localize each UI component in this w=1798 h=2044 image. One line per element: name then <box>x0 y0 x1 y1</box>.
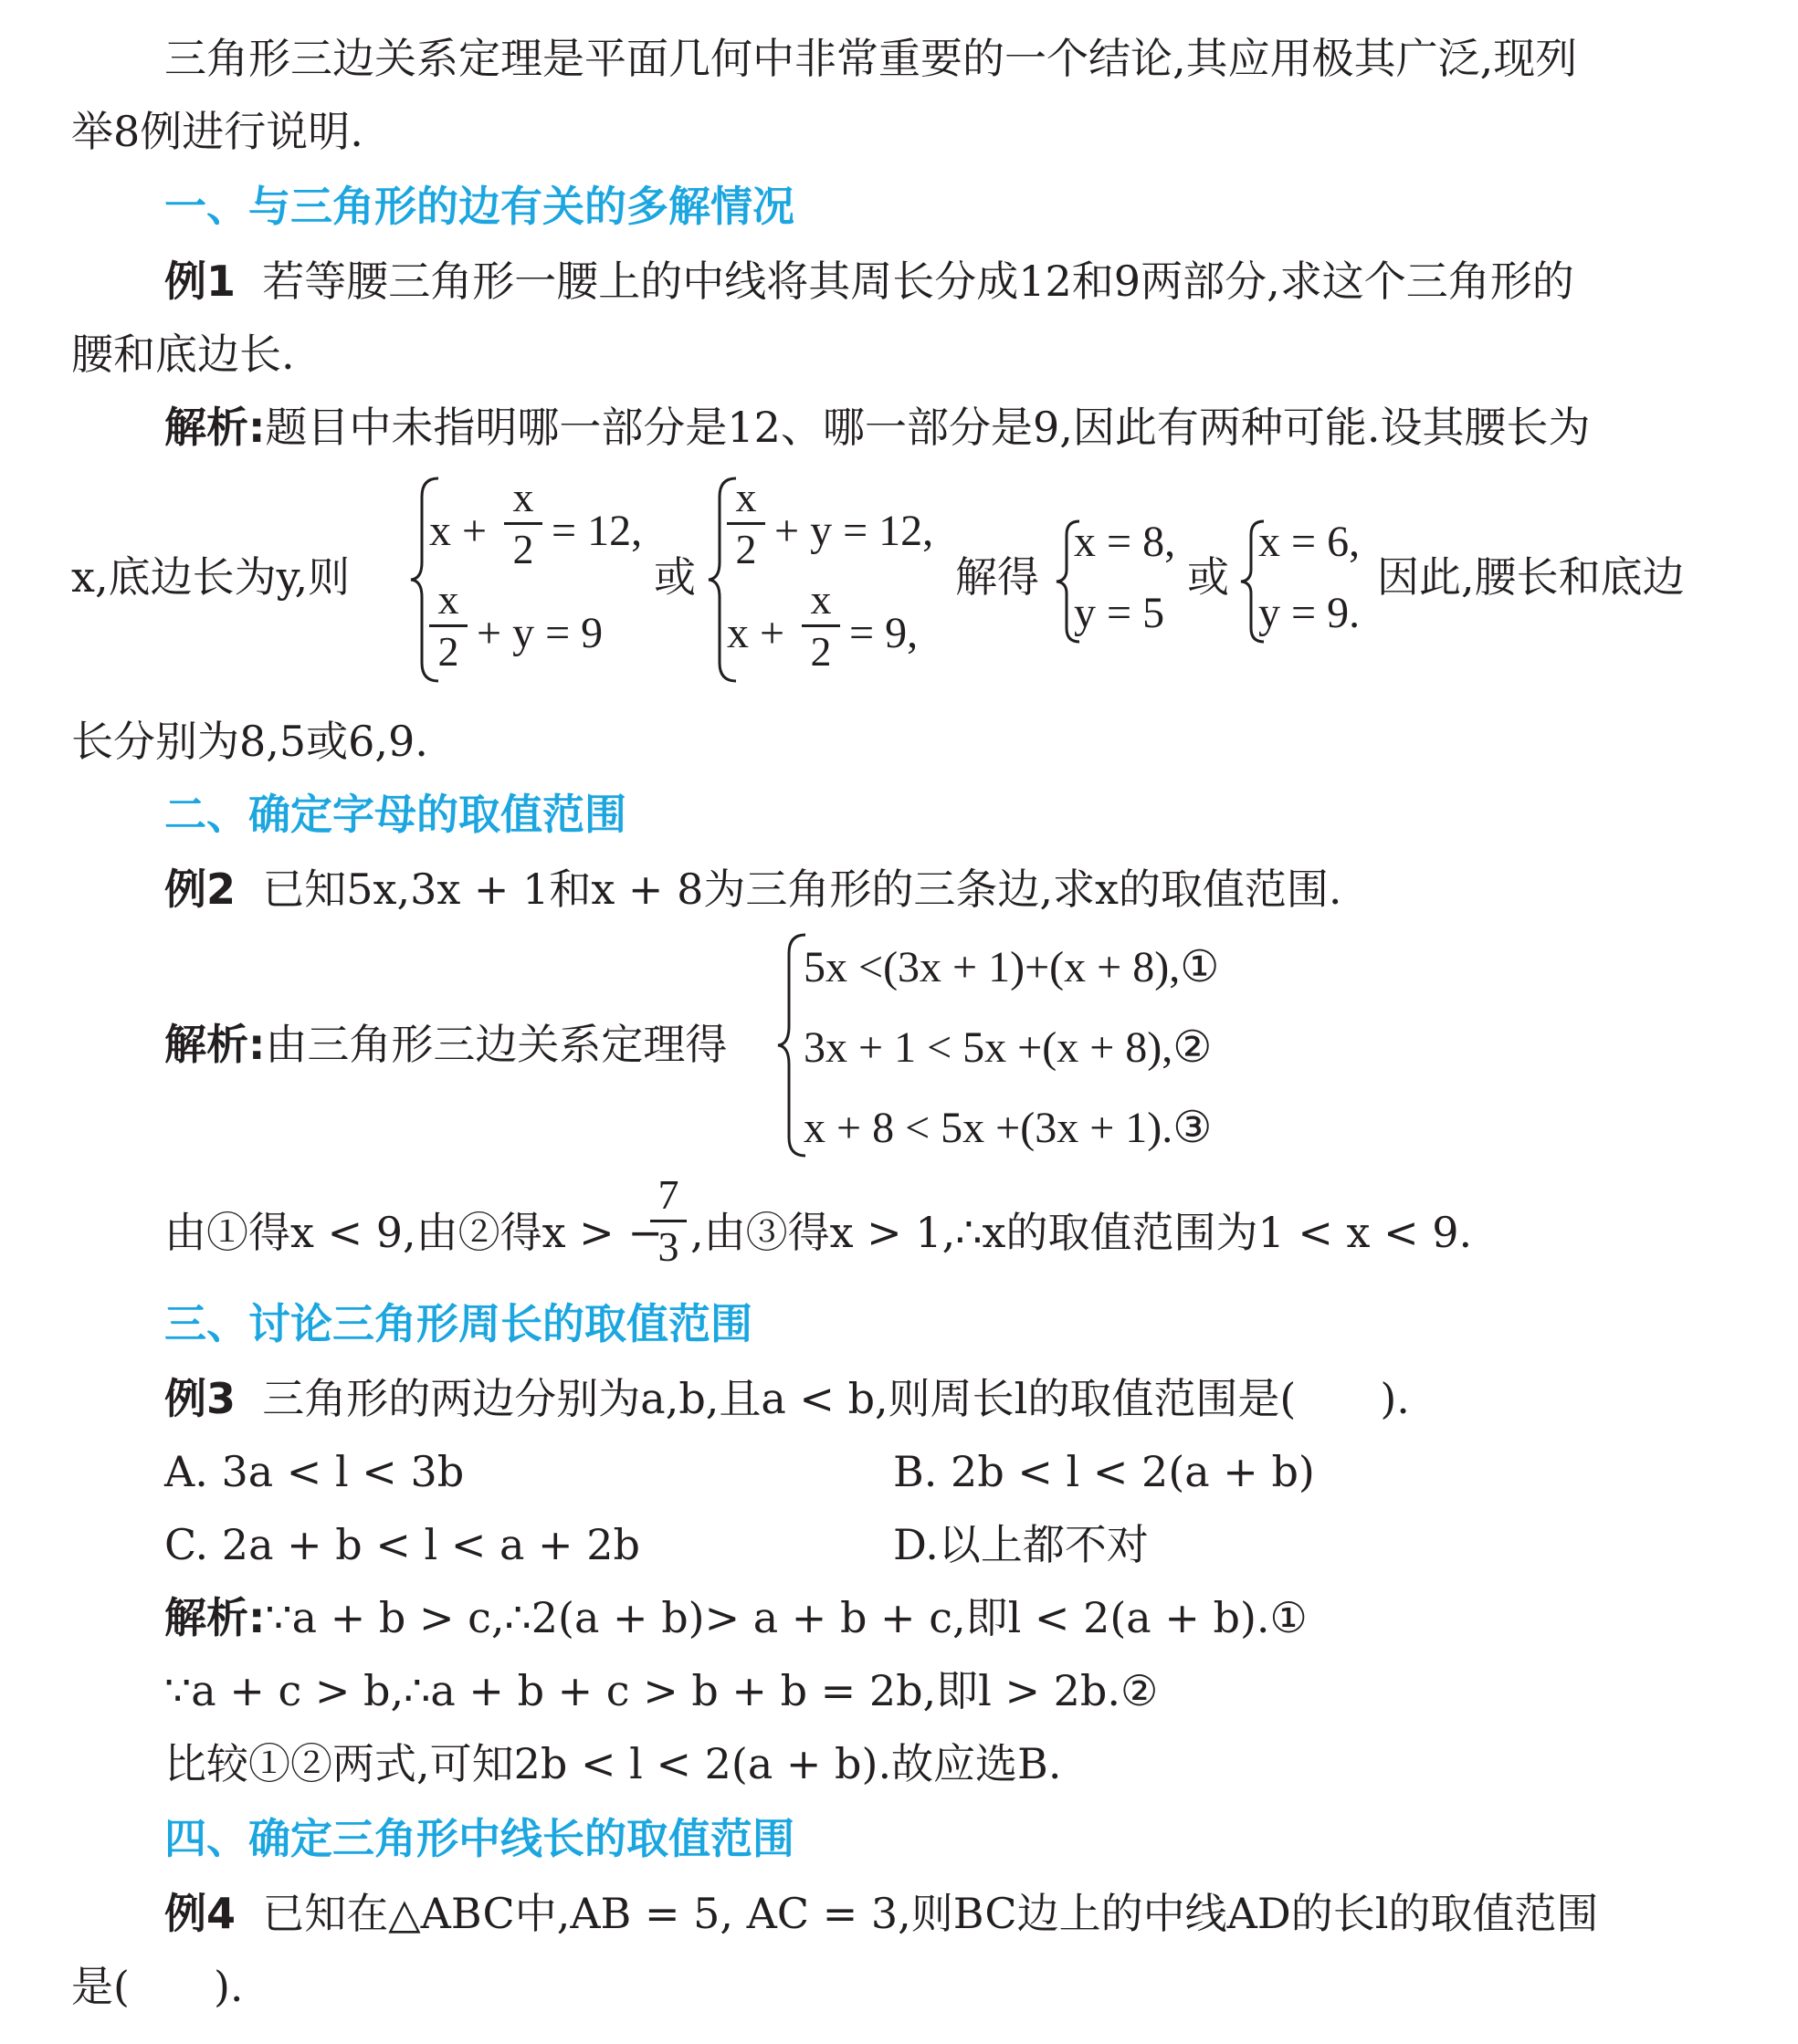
solution-1-tail: 因此,腰长和底边 <box>1377 552 1685 602</box>
or-2: 或 <box>1187 552 1229 602</box>
fraction-denominator: 3 <box>657 1223 679 1270</box>
example-3-text: 三角形的两边分别为a,b,且a < b,则周长l的取值范围是( ). <box>262 1374 1410 1423</box>
example-2-label: 例2 <box>164 865 237 914</box>
solution-1-last: 长分别为8,5或6,9. <box>71 717 428 766</box>
fraction-denominator: 2 <box>512 526 534 572</box>
section-2-heading: 二、确定字母的取值范围 <box>164 790 626 839</box>
fraction-numerator: x <box>810 576 832 623</box>
option-a: A. 3a < l < 3b <box>164 1447 465 1496</box>
option-c: C. 2a + b < l < a + 2b <box>164 1520 640 1569</box>
system-2-eq2-right: = 9, <box>849 609 919 657</box>
system-1-eq1-right: = 12, <box>552 507 643 555</box>
example-3-line <box>164 1371 1410 1426</box>
system-1-eq1-fraction <box>504 475 542 572</box>
solution-1-prefix: x,底边长为y,则 <box>71 552 351 602</box>
example-1-text: 若等腰三角形一腰上的中线将其周长分成12和9两部分,求这个三角形的 <box>262 257 1574 306</box>
system-2-eq1-fraction <box>727 475 765 572</box>
example-2-text: 已知5x,3x + 1和x + 8为三角形的三条边,求x的取值范围. <box>262 865 1342 914</box>
fraction-numerator: x <box>512 474 534 520</box>
solution-3-line-2: ∵a + c > b,∴a + b + c > b + b = 2b,即l > 2b.② <box>164 1666 1159 1715</box>
intro-line-1: 三角形三边关系定理是平面几何中非常重要的一个结论,其应用极其广泛,现列 <box>164 34 1578 83</box>
example-1-line-1 <box>164 254 1574 309</box>
fraction-denominator: 2 <box>437 628 459 675</box>
example-4-line-1 <box>164 1886 1598 1941</box>
system-1-eq1-left: x + <box>429 507 488 555</box>
solution-3-line-3: 比较①②两式,可知2b < l < 2(a + b).故应选B. <box>164 1739 1062 1788</box>
fraction-numerator: 7 <box>657 1171 679 1218</box>
system-2-eq2-left: x + <box>727 609 785 657</box>
system-2-eq2-fraction <box>802 577 840 675</box>
option-d: D.以上都不对 <box>893 1520 1149 1569</box>
result-2-y: y = 9. <box>1258 589 1361 637</box>
fraction-numerator: x <box>437 576 459 623</box>
section-1-heading: 一、与三角形的边有关的多解情况 <box>164 182 794 231</box>
fraction-numerator: x <box>735 474 757 520</box>
solution-2-label: 解析: <box>164 1020 266 1069</box>
intro-line-2: 举8例进行说明. <box>71 107 363 156</box>
section-4-heading: 四、确定三角形中线长的取值范围 <box>164 1814 794 1863</box>
fraction-denominator: 2 <box>810 628 832 675</box>
inequality-2: 3x + 1 < 5x +(x + 8),② <box>804 1023 1213 1072</box>
seven-thirds-fraction <box>650 1172 687 1270</box>
result-1-x: x = 8, <box>1074 518 1176 566</box>
example-1-line-2: 腰和底边长. <box>71 330 295 379</box>
example-4-line-2: 是( ). <box>71 1962 244 2011</box>
solution-2-conclusion-a: 由①得x < 9,由②得x > − <box>164 1208 663 1257</box>
solution-3-text-1: ∵a + b > c,∴2(a + b)> a + b + c,即l < 2(a + b).① <box>265 1593 1308 1642</box>
solution-2-conclusion-b: ,由③得x > 1,∴x的取值范围为1 < x < 9. <box>690 1208 1473 1257</box>
result-2-x: x = 6, <box>1258 518 1361 566</box>
solution-3-line-1 <box>164 1590 1308 1645</box>
solution-2-prefix <box>164 1017 727 1072</box>
solution-2-text: 由三角形三边关系定理得 <box>265 1020 728 1069</box>
or-1: 或 <box>654 552 696 602</box>
system-1-eq2-right: + y = 9 <box>477 609 604 657</box>
solution-1-line-1 <box>164 400 1590 455</box>
system-1-eq2-fraction <box>429 577 468 675</box>
fraction-denominator: 2 <box>735 526 757 572</box>
inequality-3: x + 8 < 5x +(3x + 1).③ <box>804 1104 1213 1152</box>
section-3-heading: 三、讨论三角形周长的取值范围 <box>164 1299 752 1348</box>
example-2-line <box>164 862 1342 917</box>
example-4-label: 例4 <box>164 1889 237 1938</box>
example-4-text: 已知在△ABC中,AB = 5, AC = 3,则BC边上的中线AD的长l的取值范围 <box>262 1889 1599 1938</box>
system-2-eq1-right: + y = 12, <box>774 507 934 555</box>
option-b: B. 2b < l < 2(a + b) <box>893 1447 1315 1496</box>
inequality-1: 5x <(3x + 1)+(x + 8),① <box>804 943 1220 991</box>
solution-1-label: 解析: <box>164 403 266 452</box>
solution-3-label: 解析: <box>164 1593 266 1642</box>
solve-label: 解得 <box>955 552 1039 602</box>
example-1-label: 例1 <box>164 257 237 306</box>
example-3-label: 例3 <box>164 1374 237 1423</box>
result-1-y: y = 5 <box>1074 589 1165 637</box>
solution-1-text: 题目中未指明哪一部分是12、哪一部分是9,因此有两种可能.设其腰长为 <box>265 403 1591 452</box>
